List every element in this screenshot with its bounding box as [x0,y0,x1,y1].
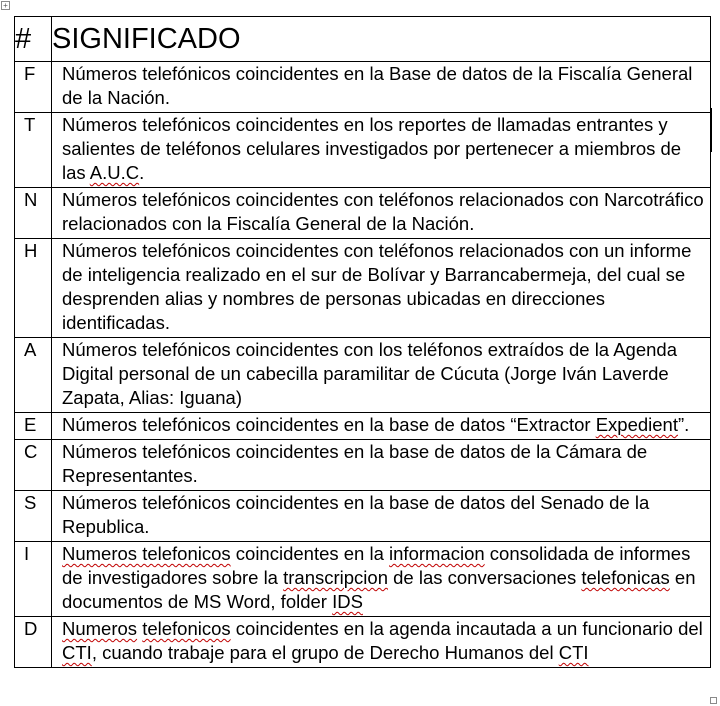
row-code[interactable]: E [15,413,52,440]
spellcheck-flagged-text: Numeros [62,618,138,639]
row-description[interactable] [52,413,711,440]
row-code[interactable]: T [15,113,52,188]
row-code[interactable]: C [15,440,52,491]
table-row [15,188,711,239]
spellcheck-flagged-text: Expedient [595,414,678,435]
description-text: Números telefónicos coincidentes con los teléfonos extraídos de la Agenda Digital personal de un cabecilla paramilitar de Cúcuta (Jorge Iván Laverde Zapata, Alias: Iguana) [62,339,677,408]
table-row [15,239,711,338]
table-row [15,413,711,440]
row-description[interactable] [52,239,711,338]
spellcheck-flagged-text: informacion [389,543,485,564]
description-text: de las conversaciones [388,567,582,588]
row-code[interactable]: I [15,542,52,617]
spellcheck-flagged-text: transcripcion [283,567,388,588]
row-code[interactable]: D [15,617,52,668]
table-row [15,338,711,413]
table-move-handle[interactable]: + [1,1,10,10]
spellcheck-flagged-text: telefonicas [581,567,670,588]
table-row [15,113,711,188]
table-row [15,440,711,491]
table-row [15,617,711,668]
description-text: Números telefónicos coincidentes en la Base de datos de la Fiscalía General de la Nación. [62,63,693,108]
description-text: Números telefónicos coincidentes con teléfonos relacionados con un informe de inteligencia realizado en el sur de Bolívar y Barrancabermeja, del cual se desprenden alias y nombres de personas ubicadas en direcciones identificadas. [62,240,692,333]
description-text: Números telefónicos coincidentes en la base de datos “Extractor [62,414,596,435]
table-header-row [15,17,711,62]
spellcheck-flagged-text: CTI [558,642,589,663]
description-text: coincidentes en la agenda incautada a un funcionario del [230,618,703,639]
header-code[interactable]: # [15,17,52,62]
table-body [15,62,711,668]
row-code[interactable]: A [15,338,52,413]
row-description[interactable] [52,188,711,239]
description-text: ”. [678,414,690,435]
spellcheck-flagged-text: telefonicos [142,618,231,639]
row-code[interactable]: F [15,62,52,113]
row-description[interactable] [52,113,711,188]
meaning-table [14,16,711,668]
description-text: Números telefónicos coincidentes con teléfonos relacionados con Narcotráfico relacionados con la Fiscalía General de la Nación. [62,189,704,234]
description-text: Números telefónicos coincidentes en los reportes de llamadas entrantes y salientes de teléfonos celulares investigados por pertenecer a miembros de las [62,114,682,183]
description-text: Números telefónicos coincidentes en la base de datos de la Cámara de Representantes. [62,441,648,486]
row-code[interactable]: N [15,188,52,239]
row-description[interactable] [52,440,711,491]
description-text: , cuando trabaje para el grupo de Derecho Humanos del [91,642,559,663]
description-text: en documentos de MS Word, folder [62,567,696,612]
table-row [15,62,711,113]
row-description[interactable] [52,542,711,617]
row-description[interactable] [52,491,711,542]
header-meaning[interactable]: SIGNIFICADO [52,17,711,62]
description-text: Números telefónicos coincidentes en la base de datos del Senado de la Republica. [62,492,650,537]
row-code[interactable]: S [15,491,52,542]
table-row [15,491,711,542]
row-code[interactable]: H [15,239,52,338]
spellcheck-flagged-text: CTI [62,642,92,663]
row-description[interactable] [52,617,711,668]
description-text: coincidentes en la [230,543,390,564]
row-description[interactable] [52,62,711,113]
description-text: . [139,162,145,183]
description-text: consolidada de informes de investigadores sobre la [62,543,691,588]
row-description[interactable] [52,338,711,413]
table-row [15,542,711,617]
spellcheck-flagged-text: A.U.C [89,162,140,183]
spellcheck-flagged-text: Numeros telefonicos [62,543,231,564]
text-cursor [711,108,712,152]
table-resize-handle[interactable] [710,697,717,704]
spellcheck-flagged-text: IDS [332,591,363,612]
